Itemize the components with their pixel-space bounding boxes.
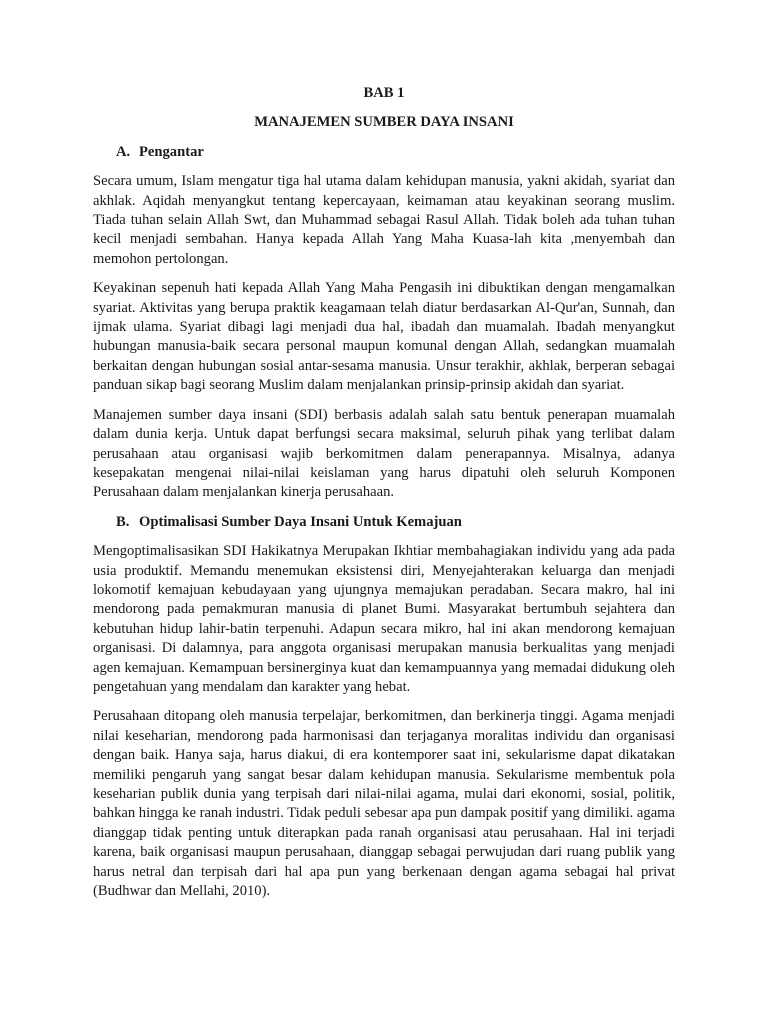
section-title: Pengantar xyxy=(139,143,204,160)
section-heading-b xyxy=(116,513,675,532)
section-title: Optimalisasi Sumber Daya Insani Untuk Kemajuan xyxy=(139,513,462,530)
paragraph: Perusahaan ditopang oleh manusia terpelajar, berkomitmen, dan berkinerja tinggi. Agama menjadi nilai keseharian, mendorong pada harmonisasi dan terjaganya moralitas individu dan organisasi dengan baik. Hanya saja, harus diakui, di era kontemporer saat ini, sekularisme dapat dikatakan memiliki pengaruh yang sangat besar dalam kehidupan manusia. Sekularisme membentuk pola keseharian publik dunia yang terpisah dari nilai-nilai agama, mulai dari ekonomi, sosial, politik, bahkan hingga ke ranah industri. Tidak peduli sebesar apa pun dampak positif yang dimiliki. agama dianggap tidak penting untuk diterapkan pada ranah organisasi atau perusahaan. Hal ini terjadi karena, baik organisasi maupun perusahaan, dianggap sebagai perwujudan dari ruang publik yang harus netral dan terpisah dari hal apa pun yang berkenaan dengan agama sebagai hal privat (Budhwar dan Mellahi, 2010). xyxy=(93,708,676,900)
section-letter: A. xyxy=(116,143,131,160)
chapter-number: BAB 1 xyxy=(363,85,405,101)
document-page xyxy=(93,84,675,911)
paragraph: Manajemen sumber daya insani (SDI) berbasis adalah salah satu bentuk penerapan muamalah dalam dunia kerja. Untuk dapat berfungsi secara maksimal, seluruh pihak yang terlibat dalam perusahaan atau organisasi wajib berkomitmen dalam penerapannya. Misalnya, adanya kesepakatan mengenai nilai-nilai keislaman yang harus dipatuhi oleh seluruh Komponen Perusahaan dalam menjalankan kinerja perusahaan. xyxy=(93,406,675,501)
section-letter: B. xyxy=(116,513,130,530)
paragraph: Secara umum, Islam mengatur tiga hal utama dalam kehidupan manusia, yakni akidah, syariat dan akhlak. Aqidah menyangkut tentang kepercayaan, keimaman atau keyakinan seorang muslim. Tiada tuhan selain Allah Swt, dan Muhammad sebagai Rasul Allah. Tidak boleh ada tuhan tuhan kecil menjadi sembahan. Hanya kepada Allah Yang Maha Kuasa-lah kita ,menyembah dan memohon pertolongan. xyxy=(93,173,675,267)
paragraph: Keyakinan sepenuh hati kepada Allah Yang Maha Pengasih ini dibuktikan dengan mengamalkan syariat. Aktivitas yang berupa praktik keagamaan telah diatur berdasarkan Al-Qur'an, Sunnah, dan ijmak ulama. Syariat dibagi lagi menjadi dua hal, ibadah dan muamalah. Ibadah menyangkut hubungan manusia-baik secara personal maupun komunal dengan Allah, sedangkan muamalah berkaitan dengan hubungan sosial antar-sesama manusia. Unsur terakhir, akhlak, berperan sebagai panduan sikap bagi seorang Muslim dalam menjalankan prinsip-prinsip akidah dan syariat. xyxy=(93,280,675,394)
chapter-title: MANAJEMEN SUMBER DAYA INSANI xyxy=(254,114,514,131)
paragraph: Mengoptimalisasikan SDI Hakikatnya Merupakan Ikhtiar membahagiakan individu yang ada pada usia produktif. Memandu menemukan eksistensi diri, Menyejahterakan keluarga dan menjadi lokomotif kemajuan kebudayaan yang ujungnya memajukan peradaban. Secara makro, hal ini mendorong pada pemakmuran manusia di planet Bumi. Masyarakat bertumbuh sejahtera dan kebutuhan hidup lahir-batin terpenuhi. Adapun secara mikro, hal ini akan mendorong kemajuan organisasi. Di dalamnya, para anggota organisasi merupakan manusia berkualitas yang menjadi agen kemajuan. Kemampuan bersinerginya kuat dan kemampuannya yang memadai didukung oleh pengetahuan yang mendalam dan karakter yang hebat. xyxy=(93,543,675,695)
section-heading-a xyxy=(116,143,675,162)
